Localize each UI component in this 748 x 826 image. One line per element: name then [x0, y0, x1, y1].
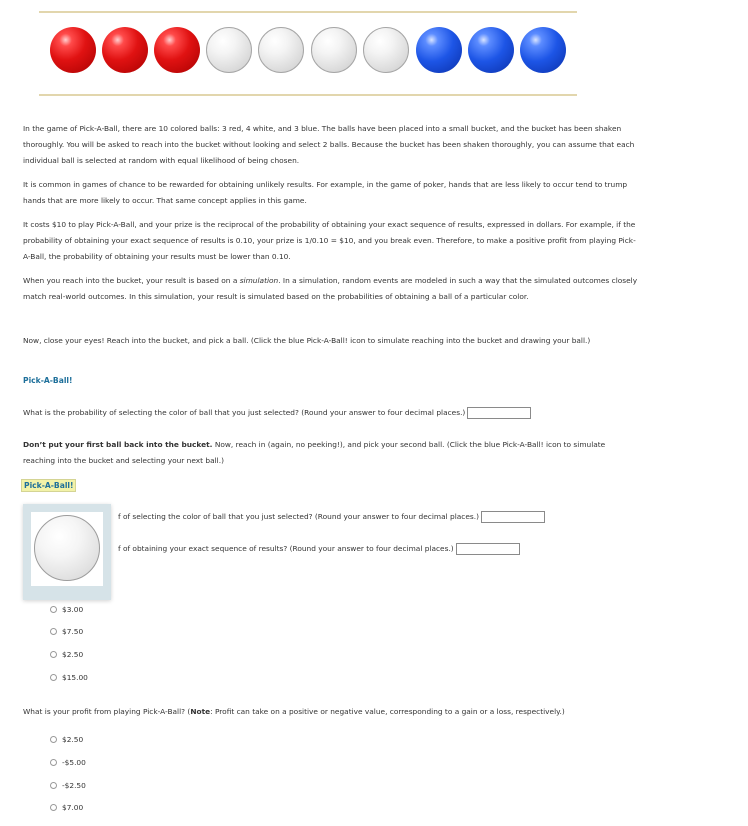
- radio-button[interactable]: [50, 804, 57, 811]
- instruction-paragraph: Now, close your eyes! Reach into the bucket, and pick a ball. (Click the blue Pick-A-Ball! icon to simulate reaching into the bucket and drawing your ball.): [23, 336, 591, 345]
- question-sequence-probability: f of obtaining your exact sequence of results? (Round your answer to four decimal places.): [118, 541, 618, 557]
- prize-option[interactable]: $15.00: [50, 671, 88, 683]
- simulation-paragraph: When you reach into the bucket, your result is based on a simulation. In a simulation, random events are modeled in such a way that the simulated outcomes closely match real-world outcomes. In this simulation, your result is simulated based on the probabilities of obtaining a ball of a particular color.: [23, 276, 638, 301]
- cost-paragraph: It costs $10 to play Pick-A-Ball, and your prize is the reciprocal of the probability of obtaining your exact sequence of results, expressed in dollars. For example, if the probability of obtaining your exact sequence of results is 0.10, your prize is 1/0.10 = $10, and you break even. Therefore, to make a positive profit from playing Pick-A-Ball, the probability of obtaining your results must be lower than 0.10.: [23, 220, 636, 261]
- first-ball-probability-input[interactable]: [467, 407, 531, 419]
- blue-ball: [416, 27, 462, 73]
- top-divider: [39, 11, 577, 13]
- white-ball: [363, 27, 409, 73]
- red-ball: [50, 27, 96, 73]
- profit-option[interactable]: $2.50: [50, 733, 83, 745]
- prize-option[interactable]: $3.00: [50, 603, 83, 615]
- white-ball: [311, 27, 357, 73]
- pick-a-ball-link-2[interactable]: Pick-A-Ball!: [21, 479, 76, 492]
- radio-button[interactable]: [50, 651, 57, 658]
- white-ball: [258, 27, 304, 73]
- pick-a-ball-link-1[interactable]: Pick-A-Ball!: [23, 376, 73, 385]
- question-profit: What is your profit from playing Pick-A-Ball? (Note: Profit can take on a positive or negative value, corresponding to a gain or a loss, respectively.): [23, 707, 565, 716]
- sequence-probability-input[interactable]: [456, 543, 520, 555]
- popup-image-frame: [31, 512, 103, 586]
- red-ball: [102, 27, 148, 73]
- red-ball: [154, 27, 200, 73]
- profit-option[interactable]: $7.00: [50, 801, 83, 813]
- white-ball: [206, 27, 252, 73]
- drawn-white-ball: [34, 515, 100, 581]
- radio-button[interactable]: [50, 736, 57, 743]
- radio-button[interactable]: [50, 759, 57, 766]
- second-ball-probability-input[interactable]: [481, 511, 545, 523]
- radio-button[interactable]: [50, 606, 57, 613]
- prize-option[interactable]: $2.50: [50, 648, 83, 660]
- question-first-ball-probability: What is the probability of selecting the color of ball that you just selected? (Round your answer to four decimal places.): [23, 405, 638, 421]
- profit-option[interactable]: -$2.50: [50, 779, 86, 791]
- radio-button[interactable]: [50, 674, 57, 681]
- bottom-divider: [39, 94, 577, 96]
- question-second-ball-probability: f of selecting the color of ball that you just selected? (Round your answer to four decimal places.): [118, 509, 618, 525]
- radio-button[interactable]: [50, 628, 57, 635]
- profit-option[interactable]: -$5.00: [50, 756, 86, 768]
- concept-paragraph: It is common in games of chance to be rewarded for obtaining unlikely results. For example, in the game of poker, hands that are less likely to occur tend to trump hands that are more likely to occur. That same concept applies in this game.: [23, 180, 628, 205]
- second-ball-paragraph: Don’t put your first ball back into the bucket. Now, reach in (again, no peeking!), and pick your second ball. (Click the blue Pick-A-Ball! icon to simulate reaching into the bucket and selecting your next ball.): [23, 440, 606, 465]
- blue-ball: [468, 27, 514, 73]
- intro-paragraph: In the game of Pick-A-Ball, there are 10 colored balls: 3 red, 4 white, and 3 blue. The balls have been placed into a small bucket, and the bucket has been shaken thoroughly. You will be asked to reach into the bucket without looking and select 2 balls. Because the bucket has been shaken thoroughly, you can assume that each individual ball is selected at random with equal likelihood of being chosen.: [23, 124, 635, 165]
- radio-button[interactable]: [50, 782, 57, 789]
- blue-ball: [520, 27, 566, 73]
- prize-option[interactable]: $7.50: [50, 625, 83, 637]
- drawn-ball-popup: [23, 504, 111, 600]
